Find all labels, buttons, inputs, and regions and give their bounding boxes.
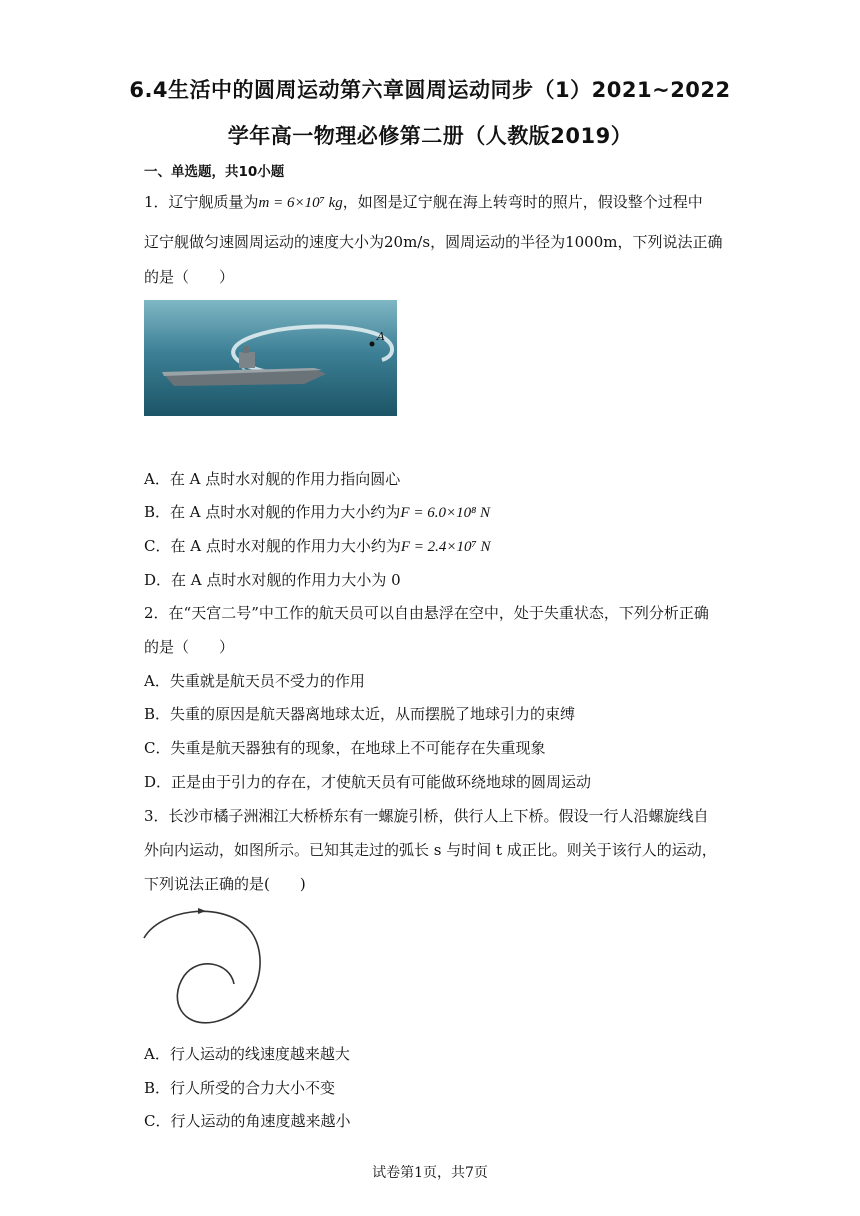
page-title-line-2: 学年高一物理必修第二册（人教版2019）: [227, 124, 633, 148]
q2-option-c: C．失重是航天器独有的现象，在地球上不可能存在失重现象: [144, 739, 546, 757]
q2-option-d: D．正是由于引力的存在，才使航天员有可能做环绕地球的圆周运动: [144, 773, 592, 791]
q1-option-a: A．在 A 点时水对舰的作用力指向圆心: [144, 470, 401, 488]
q3-stem-line-1: 3．长沙市橘子洲湘江大桥桥东有一螺旋引桥，供行人上下桥。假设一行人沿螺旋线自: [144, 807, 709, 825]
q1-stem-line-3: 的是（ ）: [144, 268, 235, 286]
q1-option-b-text: B．在 A 点时水对舰的作用力大小约为: [144, 503, 401, 521]
q2-option-a: A．失重就是航天员不受力的作用: [144, 672, 365, 690]
page-footer: 试卷第1页，共7页: [372, 1165, 488, 1181]
q1-option-b-formula: F = 6.0×10⁸ N: [400, 505, 491, 521]
q2-stem-line-2: 的是（ ）: [144, 638, 235, 656]
carrier-photo-svg: [144, 300, 397, 416]
spiral-path: [144, 911, 260, 1022]
page-title-line-1: 6.4生活中的圆周运动第六章圆周运动同步（1）2021~2022: [129, 78, 731, 102]
spiral-bridge-diagram: [140, 900, 270, 1030]
spiral-diagram-svg: [140, 900, 270, 1030]
q3-stem-line-2: 外向内运动，如图所示。已知其走过的弧长 s 与时间 t 成正比。则关于该行人的运动，: [144, 841, 717, 859]
q1-stem-text-a: 1．辽宁舰质量为: [144, 193, 259, 211]
direction-arrow-icon: [198, 908, 206, 914]
q3-option-c: C．行人运动的角速度越来越小: [144, 1112, 351, 1130]
q3-option-a: A．行人运动的线速度越来越大: [144, 1045, 350, 1063]
section-header: 一、单选题，共10小题: [144, 164, 285, 180]
q1-option-c-text: C．在 A 点时水对舰的作用力大小约为: [144, 537, 401, 555]
photo-point-label: A: [377, 330, 385, 343]
q1-option-d: D．在 A 点时水对舰的作用力大小为 0: [144, 571, 401, 589]
q3-stem-line-3: 下列说法正确的是( ): [144, 875, 306, 893]
q1-mass-formula: m = 6×10⁷ kg: [258, 195, 343, 211]
q1-stem-line-2: 辽宁舰做匀速圆周运动的速度大小为20m/s，圆周运动的半径为1000m，下列说法正确: [144, 233, 723, 251]
aircraft-carrier-photo: [144, 300, 397, 416]
q1-option-c-formula: F = 2.4×10⁷ N: [400, 539, 491, 555]
q1-option-b: [144, 501, 490, 522]
q2-stem-line-1: 2．在“天宫二号”中工作的航天员可以自由悬浮在空中，处于失重状态，下列分析正确: [144, 604, 709, 622]
q2-option-b: B．失重的原因是航天器离地球太近，从而摆脱了地球引力的束缚: [144, 705, 576, 723]
q1-option-c: [144, 535, 491, 556]
q1-stem-text-b: ，如图是辽宁舰在海上转弯时的照片，假设整个过程中: [342, 193, 703, 211]
q3-option-b: B．行人所受的合力大小不变: [144, 1079, 336, 1097]
q1-stem-line-1: [144, 191, 703, 212]
